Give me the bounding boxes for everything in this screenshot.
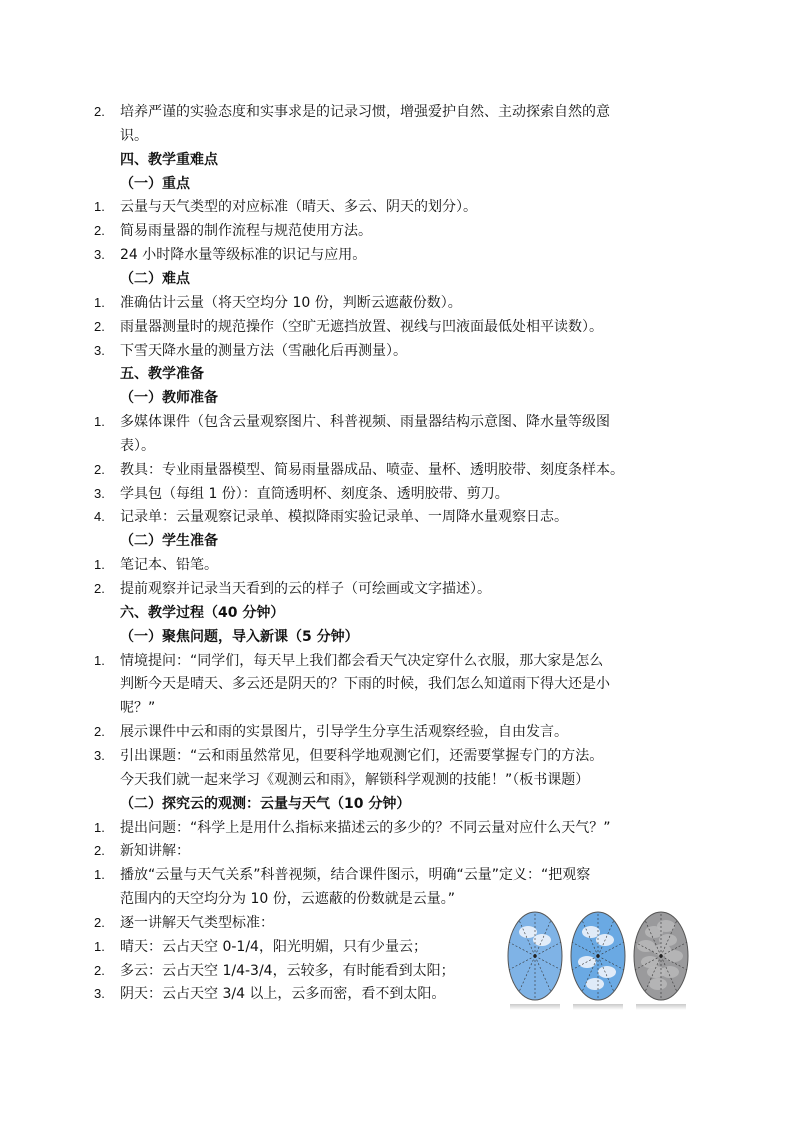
list-item-text: 多云：云占天空 1/4-3/4，云较多，有时能看到太阳； — [120, 962, 455, 979]
text-line — [0, 627, 794, 647]
section-heading: 六、教学过程（40 分钟） — [120, 604, 285, 621]
list-number: 3. — [94, 747, 105, 763]
section-heading: （一）教师准备 — [120, 390, 218, 407]
list-number: 3. — [94, 247, 105, 263]
list-item-text: 云量与天气类型的对应标准（晴天、多云、阴天的划分）。 — [120, 199, 477, 216]
text-line — [0, 150, 794, 170]
continuation-text: 表）。 — [120, 437, 155, 454]
text-line — [0, 245, 794, 265]
center-dot — [533, 954, 536, 957]
list-number: 1. — [94, 199, 105, 215]
text-line — [0, 293, 794, 313]
list-number: 4. — [94, 509, 105, 525]
section-heading: （二）探究云的观测：云量与天气（10 分钟） — [120, 795, 411, 812]
continuation-text: 今天我们就一起来学习《观测云和雨》，解锁科学观测的技能！”（板书课题） — [120, 771, 590, 788]
text-line — [0, 722, 794, 742]
cloud-blob — [649, 978, 667, 990]
list-number: 2. — [94, 318, 105, 334]
text-line — [0, 388, 794, 408]
text-line — [0, 460, 794, 480]
text-line — [0, 507, 794, 527]
text-line — [0, 794, 794, 814]
section-heading: 五、教学准备 — [120, 366, 204, 383]
list-item-text: 播放“云量与天气关系”科普视频，结合课件图示，明确“云量”定义：“把观察 — [120, 867, 591, 884]
text-line — [0, 674, 794, 694]
section-heading: （二）学生准备 — [120, 533, 218, 550]
section-heading: （二）难点 — [120, 270, 190, 287]
list-number: 3. — [94, 986, 105, 1002]
text-line — [0, 603, 794, 623]
text-line — [0, 770, 794, 790]
text-line — [0, 317, 794, 337]
cloud-blob — [665, 950, 683, 962]
section-heading: （一）重点 — [120, 175, 190, 192]
text-line — [0, 651, 794, 671]
text-line — [0, 531, 794, 551]
list-item-text: 培养严谨的实验态度和实事求是的记录习惯，增强爱护自然、主动探索自然的意 — [120, 104, 610, 120]
text-line — [0, 174, 794, 194]
text-line — [0, 579, 794, 599]
list-number: 2. — [94, 962, 105, 978]
list-item-text: 引出课题：“云和雨虽然常见，但要科学地观测它们，还需要掌握专门的方法。 — [120, 747, 604, 764]
list-item-text: 准确估计云量（将天空均分 10 份，判断云遮蔽份数）。 — [120, 294, 462, 311]
section-heading: （一）聚焦问题，导入新课（5 分钟） — [120, 628, 359, 645]
cloud-blob — [637, 940, 655, 952]
continuation-text: 识。 — [120, 127, 148, 144]
list-item-text: 提出问题：“科学上是用什么指标来描述云的多少的？不同云量对应什么天气？” — [120, 819, 611, 836]
text-line — [0, 484, 794, 504]
text-line — [0, 364, 794, 384]
list-item-text: 多媒体课件（包含云量观察图片、科普视频、雨量器结构示意图、降水量等级图 — [120, 414, 610, 431]
text-line — [0, 865, 794, 885]
continuation-text: 判断今天是晴天、多云还是阴天的？下雨的时候，我们怎么知道雨下得大还是小 — [120, 676, 610, 693]
cloud-blob — [586, 978, 604, 990]
text-line — [0, 197, 794, 217]
list-number: 3. — [94, 342, 105, 358]
text-line — [0, 126, 794, 146]
list-item-text: 阴天：云占天空 3/4 以上，云多而密，看不到太阳。 — [120, 986, 446, 1003]
list-item-text: 新知讲解： — [120, 843, 190, 860]
list-number: 1. — [94, 414, 105, 430]
cloud-blob — [598, 966, 616, 978]
list-number: 2. — [94, 724, 105, 740]
text-line — [0, 555, 794, 575]
list-number: 2. — [94, 843, 105, 859]
overcast-sky-figure — [632, 910, 690, 1002]
list-number: 2. — [94, 104, 105, 119]
continuation-text: 范围内的天空均分为 10 份，云遮蔽的份数就是云量。” — [120, 891, 455, 908]
text-line — [0, 841, 794, 861]
cloud-blob — [582, 926, 600, 938]
list-item-text: 24 小时降水量等级标准的识记与应用。 — [120, 247, 367, 264]
list-item-text: 晴天：云占天空 0-1/4，阳光明媚，只有少量云； — [120, 938, 427, 955]
center-dot — [659, 954, 662, 957]
figure-shadow — [636, 1004, 686, 1010]
list-number: 2. — [94, 914, 105, 930]
text-line — [0, 269, 794, 289]
cloudy-sky-figure — [569, 910, 627, 1002]
list-item-text: 逐一讲解天气类型标准： — [120, 914, 274, 931]
text-line — [0, 102, 794, 122]
text-line — [0, 341, 794, 361]
list-number: 2. — [94, 581, 105, 596]
cloud-cover-figures — [506, 910, 690, 1012]
list-item-text: 笔记本、铅笔。 — [120, 557, 218, 574]
list-number: 1. — [94, 819, 105, 835]
list-item-text: 提前观察并记录当天看到的云的样子（可绘画或文字描述）。 — [120, 581, 491, 597]
text-line — [0, 889, 794, 909]
text-line — [0, 436, 794, 456]
figure-shadow — [573, 1004, 623, 1010]
list-number: 1. — [94, 652, 105, 668]
cloud-blob — [519, 926, 537, 938]
list-number: 1. — [94, 294, 105, 310]
list-number: 2. — [94, 461, 105, 477]
figure-shadow — [510, 1004, 560, 1010]
list-item-text: 学具包（每组 1 份）：直筒透明杯、刻度条、透明胶带、剪刀。 — [120, 485, 509, 502]
sunny-sky-figure — [506, 910, 564, 1002]
list-item-text: 展示课件中云和雨的实景图片，引导学生分享生活观察经验，自由发言。 — [120, 724, 568, 741]
list-number: 1. — [94, 557, 105, 573]
text-line — [0, 221, 794, 241]
text-line — [0, 818, 794, 838]
text-line — [0, 412, 794, 432]
center-dot — [596, 954, 599, 957]
list-number: 1. — [94, 938, 105, 954]
list-number: 1. — [94, 867, 105, 883]
list-item-text: 下雪天降水量的测量方法（雪融化后再测量）。 — [120, 342, 407, 359]
text-line — [0, 698, 794, 718]
list-item-text: 记录单：云量观察记录单、模拟降雨实验记录单、一周降水量观察日志。 — [120, 509, 568, 526]
list-item-text: 教具：专业雨量器模型、简易雨量器成品、喷壶、量杯、透明胶带、刻度条样本。 — [120, 461, 624, 478]
list-item-text: 简易雨量器的制作流程与规范使用方法。 — [120, 223, 372, 240]
list-item-text: 雨量器测量时的规范操作（空旷无遮挡放置、视线与凹液面最低处相平读数）。 — [120, 318, 603, 335]
continuation-text: 呢？” — [120, 700, 156, 717]
list-number: 3. — [94, 485, 105, 501]
text-line — [0, 746, 794, 766]
section-heading: 四、教学重难点 — [120, 151, 218, 168]
list-item-text: 情境提问：“同学们，每天早上我们都会看天气决定穿什么衣服，那大家是怎么 — [120, 652, 604, 669]
list-number: 2. — [94, 223, 105, 239]
